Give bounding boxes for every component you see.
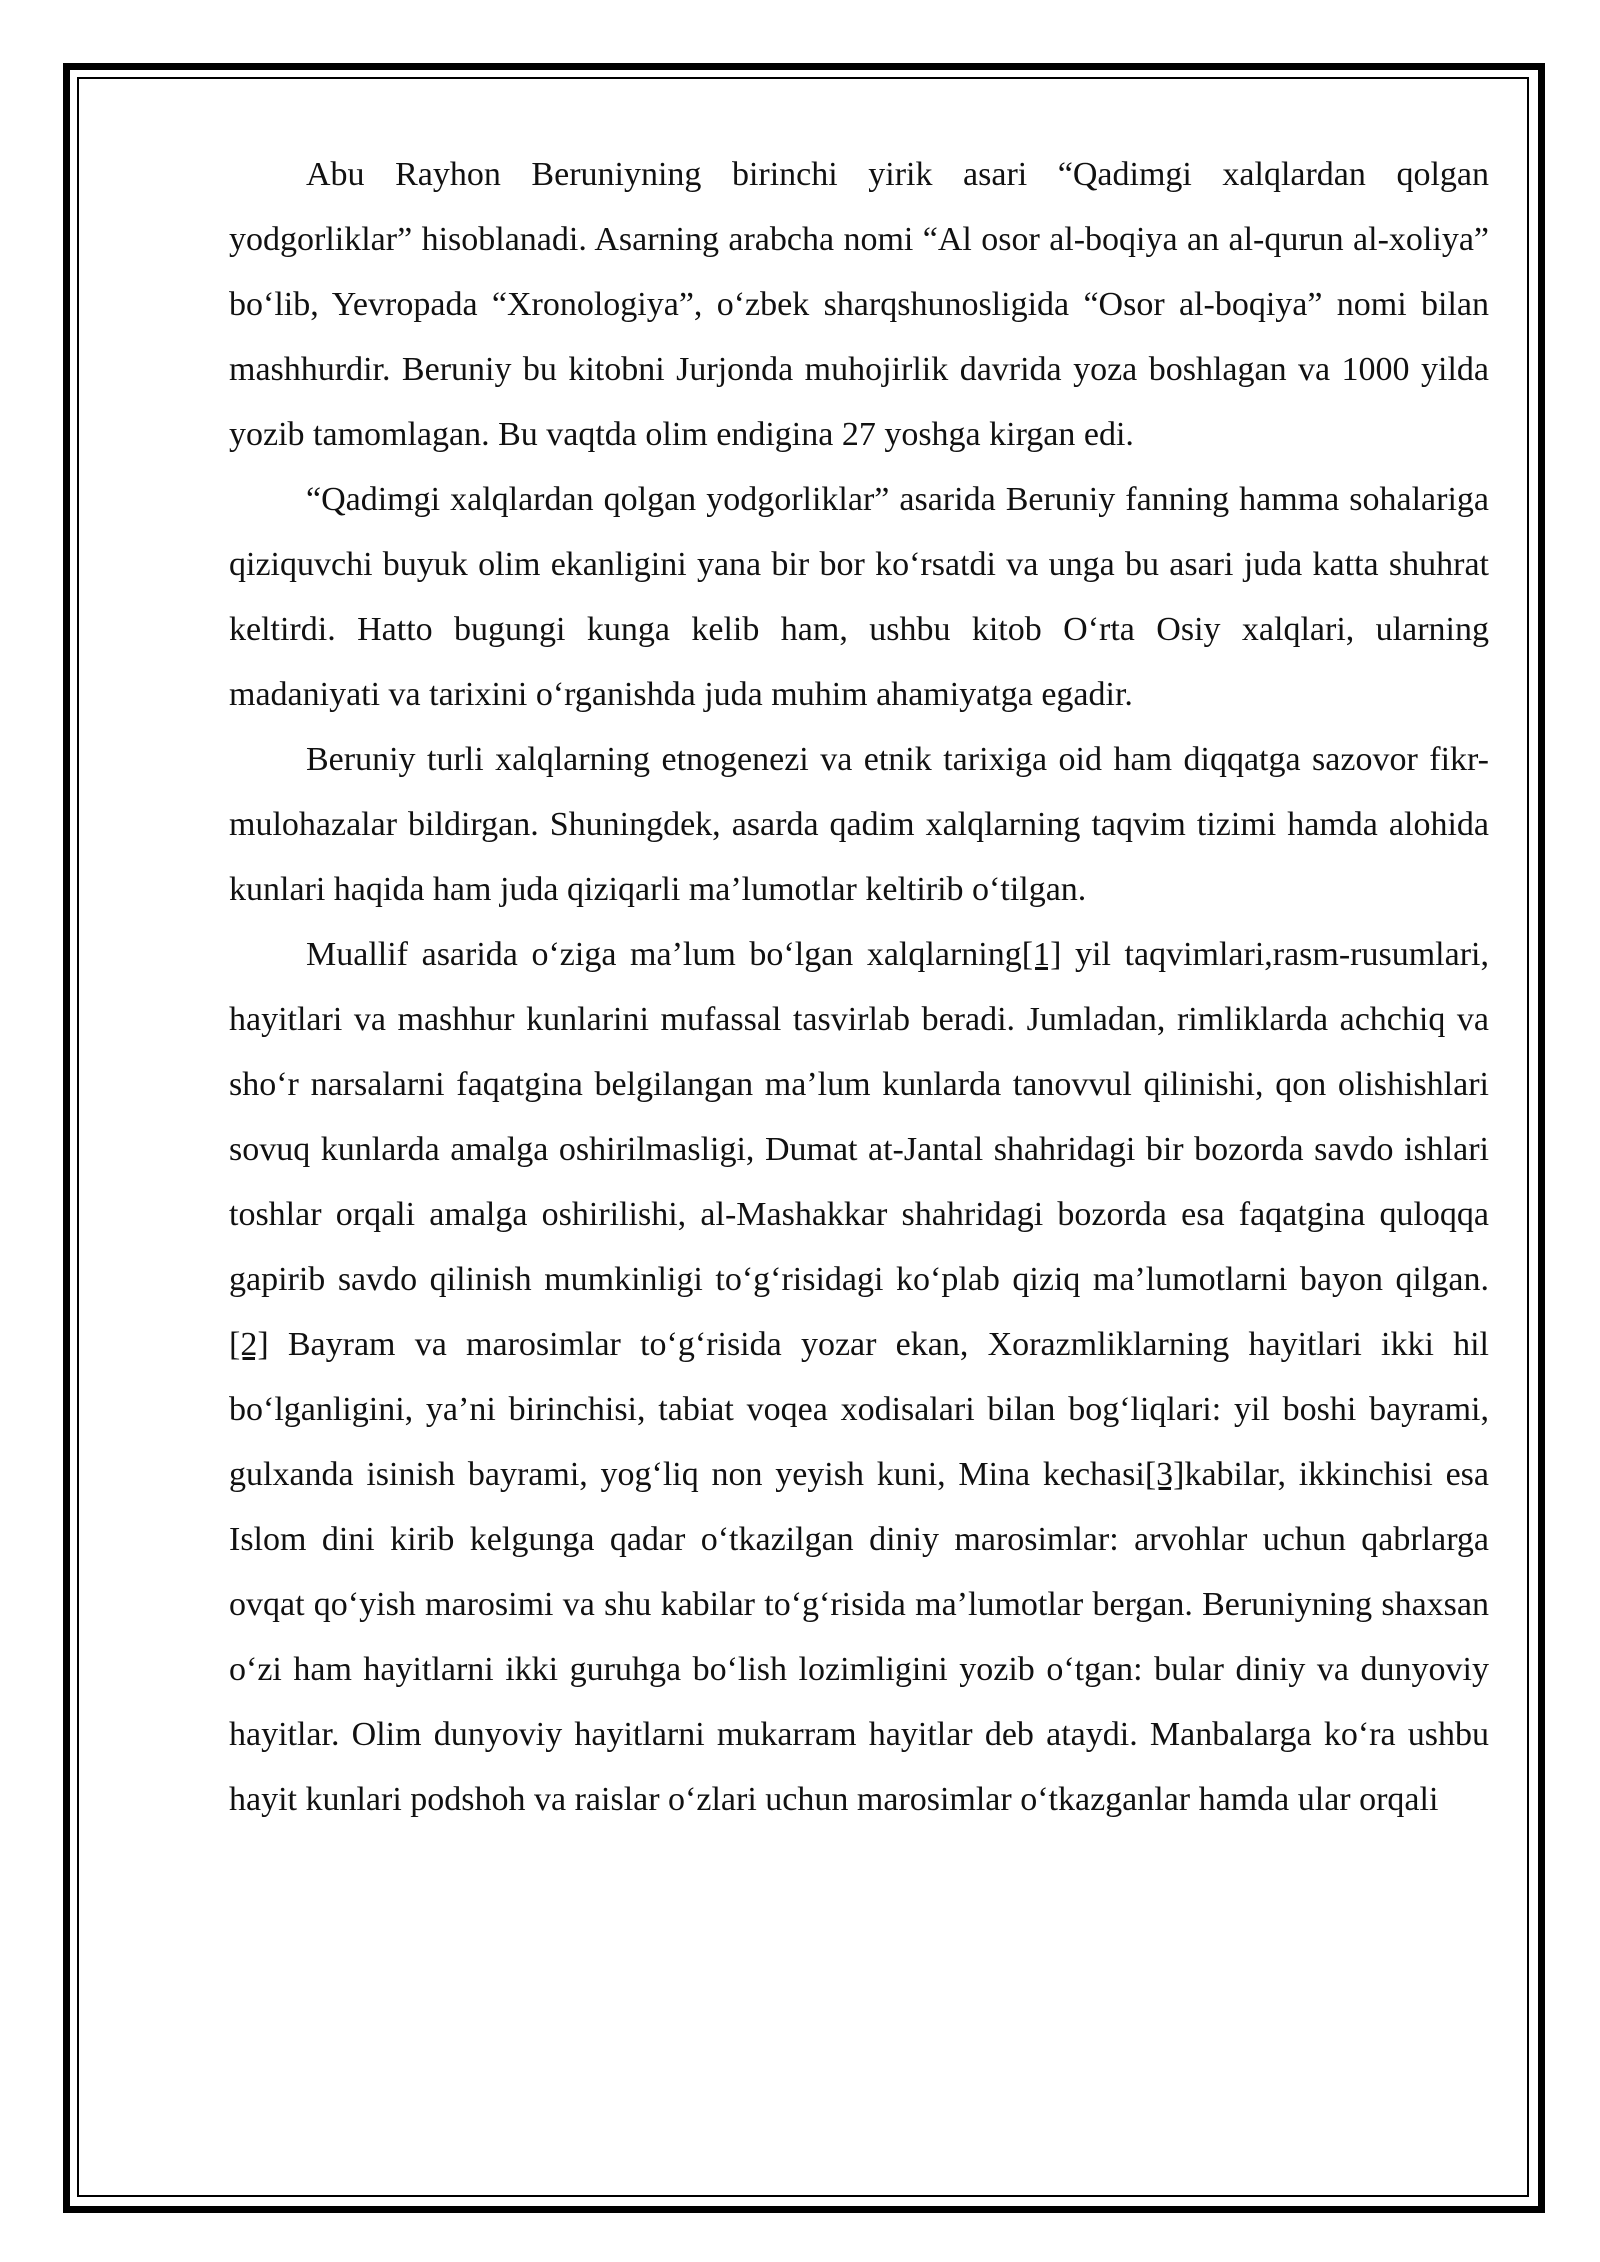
paragraph-2-text: “Qadimgi xalqlardan qolgan yodgorliklar” asarida Beruniy fanning hamma sohalariga qiziquvchi buyuk olim ekanligini yana bir bor ko‘rsatdi va unga bu asari juda katta shuhrat keltirdi. Hatto bugungi kunga kelib ham, ushbu kitob O‘rta Osiy xalqlari, ularning madaniyati va tarixini o‘rganishda juda muhim ahamiyatga egadir. — [229, 481, 1489, 713]
paragraph-4-text-part-3: Bayram va marosimlar to‘g‘risida yozar ekan, Xorazmliklarning hayitlari ikki hil bo‘lganligini, ya’ni birinchisi, tabiat voqea xodisalari bilan bog‘liqlari: yil boshi bayrami, gulxanda isinish bayrami, yog‘liq non yeyish kuni, Mina kechasi — [229, 1326, 1489, 1493]
paragraph-1-text: Abu Rayhon Beruniyning birinchi yirik asari “Qadimgi xalqlardan qolgan yodgorliklar” hisoblanadi. Asarning arabcha nomi “Al osor al-boqiya an al-qurun al-xoliya” bo‘lib, Yevropada “Xronologiya”, o‘zbek sharqshunosligida “Osor al-boqiya” nomi bilan mashhurdir. Beruniy bu kitobni Jurjonda muhojirlik davrida yoza boshlagan va 1000 yilda yozib tamomlagan. Bu vaqtda olim endigina 27 yoshga kirgan edi. — [229, 156, 1489, 453]
footnote-link-2[interactable]: [2] — [229, 1326, 269, 1363]
paragraph-1 — [229, 142, 1489, 467]
paragraph-3-text: Beruniy turli xalqlarning etnogenezi va etnik tarixiga oid ham diqqatga sazovor fikr-mulohazalar bildirgan. Shuningdek, asarda qadim xalqlarning taqvim tizimi hamda alohida kunlari haqida ham juda qiziqarli ma’lumotlar keltirib o‘tilgan. — [229, 741, 1489, 908]
paragraph-4-text-part-4: kabilar, ikkinchisi esa Islom dini kirib kelgunga qadar o‘tkazilgan diniy marosimlar: arvohlar uchun qabrlarga ovqat qo‘yish marosimi va shu kabilar to‘g‘risida ma’lumotlar bergan. Beruniyning shaxsan o‘zi ham hayitlarni ikki guruhga bo‘lish lozimligini yozib o‘tgan: bular diniy va dunyoviy hayitlar. Olim dunyoviy hayitlarni mukarram hayitlar deb ataydi. Manbalarga ko‘ra ushbu hayit kunlari podshoh va raislar o‘zlari uchun marosimlar o‘tkazganlar hamda ular orqali — [229, 1456, 1489, 1818]
paragraph-3 — [229, 727, 1489, 922]
document-body — [229, 142, 1489, 1832]
footnote-link-3[interactable]: [3] — [1144, 1456, 1185, 1493]
paragraph-4-text-part-2: yil taqvimlari,rasm-rusumlari, hayitlari va mashhur kunlarini mufassal tasvirlab beradi. Jumladan, rimliklarda achchiq va sho‘r narsalarni faqatgina belgilangan ma’lum kunlarda tanovvul qilinishi, qon olishishlari sovuq kunlarda amalga oshirilmasligi, Dumat at-Jantal shahridagi bir bozorda savdo ishlari toshlar orqali amalga oshirilishi, al-Mashakkar shahridagi bozorda esa faqatgina quloqqa gapirib savdo qilinish mumkinligi to‘g‘risidagi ko‘plab qiziq ma’lumotlarni bayon qilgan. — [229, 936, 1489, 1298]
footnote-link-1[interactable]: [1] — [1021, 936, 1062, 973]
paragraph-2 — [229, 467, 1489, 727]
paragraph-4 — [229, 922, 1489, 1832]
paragraph-4-text-part-1: Muallif asarida o‘ziga ma’lum bo‘lgan xalqlarning — [306, 936, 1022, 973]
